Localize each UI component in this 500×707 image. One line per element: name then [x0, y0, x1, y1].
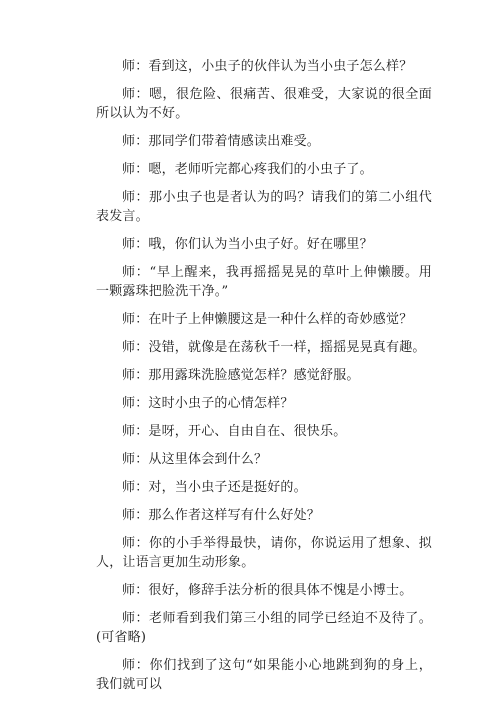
paragraph: 师：从这里体会到什么？ — [122, 452, 268, 467]
paragraph: 师：那么作者这样写有什么好处？ — [122, 508, 321, 523]
paragraph: 师：很好，修辞手法分析的很具体不愧是小博士。 — [122, 583, 413, 598]
paragraph: 师：你的小手举得最快，请你，你说运用了想象、拟人，让语言更加生动形象。 — [96, 536, 432, 570]
paragraph: 师：是呀，开心、自由自在、很快乐。 — [122, 424, 347, 439]
document-body — [96, 57, 432, 703]
paragraph: 师：嗯，老师听完都心疼我们的小虫子了。 — [122, 162, 373, 177]
paragraph: 师：老师看到我们第三小组的同学已经迫不及待了。(可省略) — [96, 611, 432, 645]
paragraph: 师：对，当小虫子还是挺好的。 — [122, 480, 307, 495]
paragraph: 师：这时小虫子的心情怎样？ — [122, 396, 294, 411]
paragraph: 师：没错，就像是在荡秋千一样，摇摇晃晃真有趣。 — [122, 340, 426, 355]
paragraph: 师：看到这，小虫子的伙伴认为当小虫子怎么样？ — [122, 59, 413, 74]
paragraph: 师：那小虫子也是者认为的吗？请我们的第二小组代表发言。 — [96, 190, 432, 224]
paragraph: 师：“早上醒来，我再摇摇晃晃的草叶上伸懒腰。用一颗露珠把脸洗干净。” — [96, 265, 432, 299]
paragraph: 师：嗯，很危险、很痛苦、很难受，大家说的很全面所以认为不好。 — [96, 87, 432, 121]
paragraph: 师：哦，你们认为当小虫子好。好在哪里？ — [122, 237, 373, 252]
paragraph: 师：那同学们带着情感读出难受。 — [122, 134, 321, 149]
paragraph: 师：那用露珠洗脸感觉怎样？感觉舒服。 — [122, 368, 360, 383]
paragraph: 师：你们找到了这句“如果能小心地跳到狗的身上，我们就可以 — [96, 658, 432, 692]
paragraph: 师：在叶子上伸懒腰这是一种什么样的奇妙感觉？ — [122, 312, 413, 327]
